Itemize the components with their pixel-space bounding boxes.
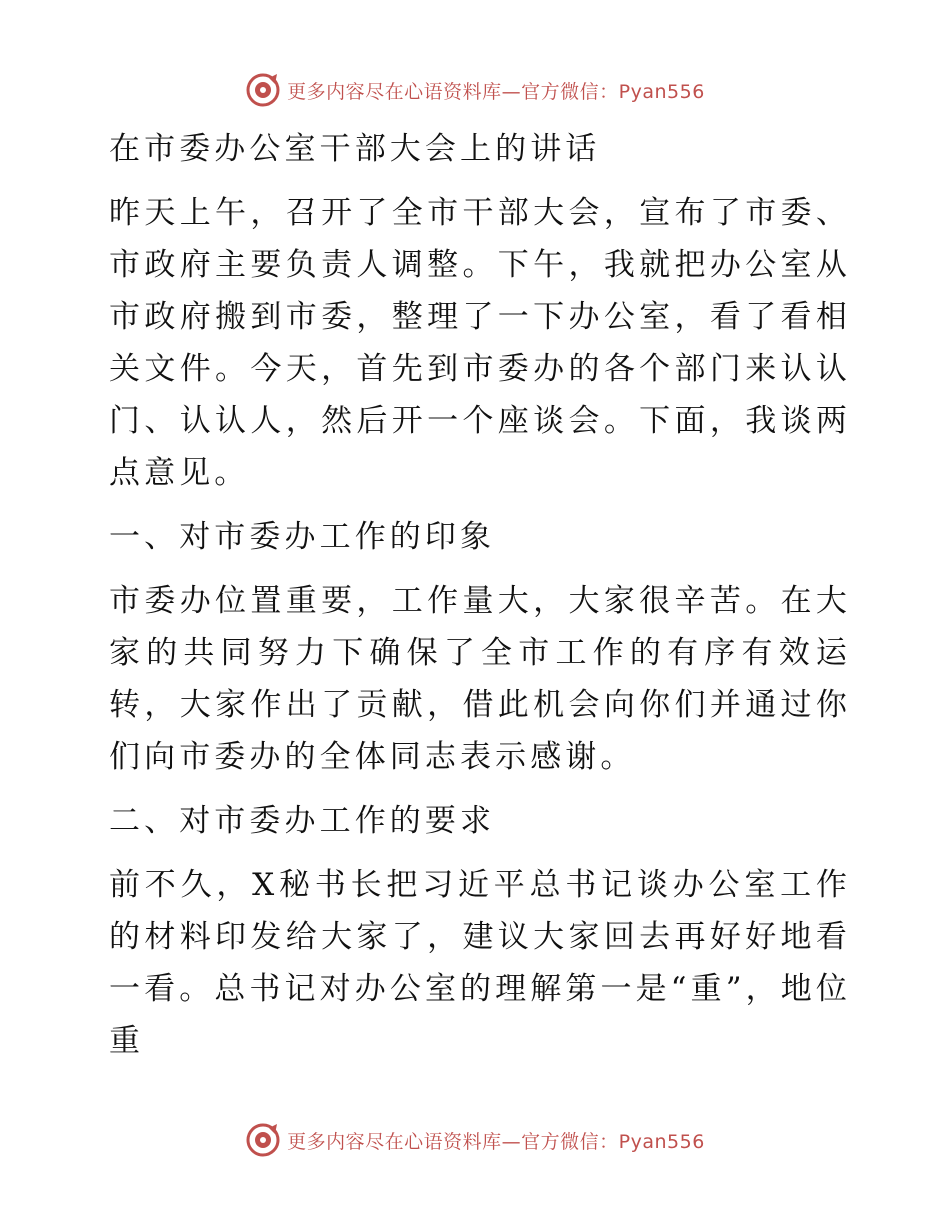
- paragraph-3: 前不久，X秘书长把习近平总书记谈办公室工作的材料印发给大家了，建议大家回去再好好地看一看。总书记对办公室的理解第一是“重”，地位重: [109, 867, 851, 1059]
- section-heading-2: 二、对市委办工作的要求: [109, 803, 496, 839]
- paragraph-1: 昨天上午，召开了全市干部大会，宣布了市委、市政府主要负责人调整。下午，我就把办公室从市政府搬到市委，整理了一下办公室，看了看相关文件。今天，首先到市委办的各个部门来认认门、认认人，然后开一个座谈会。下面，我谈两点意见。: [109, 195, 851, 491]
- document-body: [99, 123, 851, 1079]
- watermark-text: 更多内容尽在心语资料库—官方微信：Pyan556: [287, 80, 705, 103]
- watermark-text: 更多内容尽在心语资料库—官方微信：Pyan556: [287, 1130, 705, 1153]
- paragraph-2: 市委办位置重要，工作量大，大家很辛苦。在大家的共同努力下确保了全市工作的有序有效运转，大家作出了贡献，借此机会向你们并通过你们向市委办的全体同志表示感谢。: [109, 583, 851, 775]
- footer-watermark: [0, 1120, 950, 1160]
- section-heading-1: 一、对市委办工作的印象: [109, 519, 496, 555]
- stamp-seal-icon: [245, 1122, 281, 1158]
- document-title: 在市委办公室干部大会上的讲话: [109, 131, 601, 167]
- stamp-seal-icon: [245, 72, 281, 108]
- header-watermark: [0, 70, 950, 110]
